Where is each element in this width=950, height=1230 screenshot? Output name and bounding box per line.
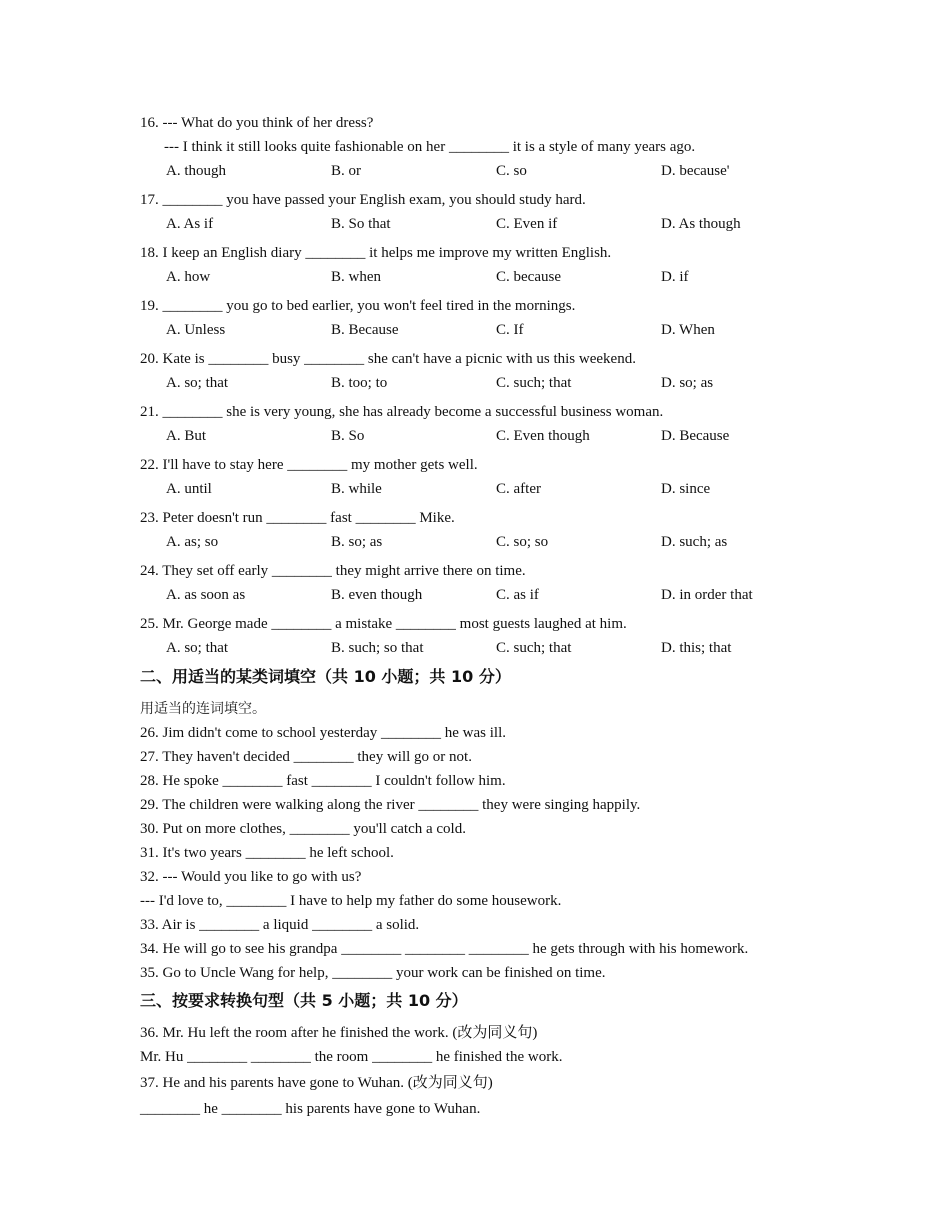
option-a: A. so; that xyxy=(166,375,229,391)
option-a: A. But xyxy=(166,428,207,444)
fill-line: 27. They haven't decided ________ they will go or not. xyxy=(140,749,472,765)
question-20 xyxy=(140,347,830,395)
question-stem: 19. ________ you go to bed earlier, you won't feel tired in the mornings. xyxy=(140,298,576,314)
question-stem: 20. Kate is ________ busy ________ she can't have a picnic with us this weekend. xyxy=(140,351,636,367)
section-3-questions xyxy=(140,1021,830,1121)
options-row xyxy=(140,212,830,236)
transform-line: 37. He and his parents have gone to Wuhan. (改为同义句) xyxy=(140,1075,493,1091)
question-16 xyxy=(140,111,830,183)
question-stem: 25. Mr. George made ________ a mistake ________ most guests laughed at him. xyxy=(140,616,627,632)
fill-line: 26. Jim didn't come to school yesterday ________ he was ill. xyxy=(140,725,506,741)
question-19 xyxy=(140,294,830,342)
options-row xyxy=(140,477,830,501)
options-row xyxy=(140,583,830,607)
option-c: C. after xyxy=(496,481,541,497)
option-a: A. As if xyxy=(166,216,214,232)
option-a: A. though xyxy=(166,163,226,179)
option-c: C. Even though xyxy=(496,428,590,444)
question-stem: 23. Peter doesn't run ________ fast ________ Mike. xyxy=(140,510,455,526)
fill-line: 32. --- Would you like to go with us? xyxy=(140,869,362,885)
fill-line: 31. It's two years ________ he left school. xyxy=(140,845,394,861)
option-b: B. So that xyxy=(331,216,391,232)
option-b: B. so; as xyxy=(331,534,383,550)
option-d: D. this; that xyxy=(661,640,732,656)
option-b: B. Because xyxy=(331,322,399,338)
fill-line: 29. The children were walking along the river ________ they were singing happily. xyxy=(140,797,641,813)
option-b: B. when xyxy=(331,269,381,285)
fill-line: 30. Put on more clothes, ________ you'll catch a cold. xyxy=(140,821,466,837)
section-2-questions xyxy=(140,721,830,985)
transform-line: Mr. Hu ________ ________ the room ________ he finished the work. xyxy=(140,1049,563,1065)
options-row xyxy=(140,265,830,289)
question-stem: 21. ________ she is very young, she has already become a successful business woman. xyxy=(140,404,664,420)
option-b: B. even though xyxy=(331,587,423,603)
question-17 xyxy=(140,188,830,236)
question-23 xyxy=(140,506,830,554)
option-b: B. such; so that xyxy=(331,640,424,656)
option-b: B. while xyxy=(331,481,382,497)
worksheet-page xyxy=(140,111,830,1121)
options-row xyxy=(140,159,830,183)
question-stem: 17. ________ you have passed your English exam, you should study hard. xyxy=(140,192,586,208)
option-a: A. as soon as xyxy=(166,587,246,603)
question-stem: 18. I keep an English diary ________ it helps me improve my written English. xyxy=(140,245,612,261)
options-row xyxy=(140,530,830,554)
section-2-title: 二、用适当的某类词填空（共 10 小题；共 10 分） xyxy=(140,667,511,686)
option-c: C. such; that xyxy=(496,375,572,391)
question-stem: 22. I'll have to stay here ________ my mother gets well. xyxy=(140,457,478,473)
question-stem: 16. --- What do you think of her dress? xyxy=(140,115,374,131)
question-25 xyxy=(140,612,830,660)
question-stem: --- I think it still looks quite fashionable on her ________ it is a style of many years ago. xyxy=(164,139,696,155)
option-b: B. or xyxy=(331,163,361,179)
option-d: D. since xyxy=(661,481,711,497)
question-24 xyxy=(140,559,830,607)
option-d: D. so; as xyxy=(661,375,714,391)
option-a: A. until xyxy=(166,481,212,497)
transform-line: ________ he ________ his parents have gone to Wuhan. xyxy=(140,1101,481,1117)
option-c: C. such; that xyxy=(496,640,572,656)
option-d: D. As though xyxy=(661,216,741,232)
fill-line: --- I'd love to, ________ I have to help my father do some housework. xyxy=(140,893,562,909)
option-a: A. as; so xyxy=(166,534,219,550)
section-2-instruction: 用适当的连词填空。 xyxy=(140,701,266,717)
question-18 xyxy=(140,241,830,289)
option-a: A. so; that xyxy=(166,640,229,656)
transform-line: 36. Mr. Hu left the room after he finished the work. (改为同义句) xyxy=(140,1025,538,1041)
option-c: C. so xyxy=(496,163,527,179)
options-row xyxy=(140,424,830,448)
question-22 xyxy=(140,453,830,501)
question-21 xyxy=(140,400,830,448)
options-row xyxy=(140,318,830,342)
fill-line: 28. He spoke ________ fast ________ I couldn't follow him. xyxy=(140,773,506,789)
option-d: D. because' xyxy=(661,163,730,179)
option-a: A. how xyxy=(166,269,211,285)
option-d: D. if xyxy=(661,269,689,285)
fill-line: 34. He will go to see his grandpa ________ ________ ________ he gets through with his homework. xyxy=(140,941,749,957)
option-c: C. because xyxy=(496,269,561,285)
option-c: C. so; so xyxy=(496,534,549,550)
option-a: A. Unless xyxy=(166,322,226,338)
option-c: C. as if xyxy=(496,587,539,603)
options-row xyxy=(140,371,830,395)
options-row xyxy=(140,636,830,660)
option-d: D. such; as xyxy=(661,534,728,550)
question-stem: 24. They set off early ________ they might arrive there on time. xyxy=(140,563,526,579)
option-c: C. Even if xyxy=(496,216,558,232)
option-d: D. in order that xyxy=(661,587,753,603)
option-b: B. too; to xyxy=(331,375,388,391)
option-b: B. So xyxy=(331,428,365,444)
option-d: D. Because xyxy=(661,428,730,444)
section-3-title: 三、按要求转换句型（共 5 小题；共 10 分） xyxy=(140,991,468,1010)
fill-line: 35. Go to Uncle Wang for help, ________ your work can be finished on time. xyxy=(140,965,606,981)
fill-line: 33. Air is ________ a liquid ________ a solid. xyxy=(140,917,420,933)
option-c: C. If xyxy=(496,322,524,338)
option-d: D. When xyxy=(661,322,715,338)
